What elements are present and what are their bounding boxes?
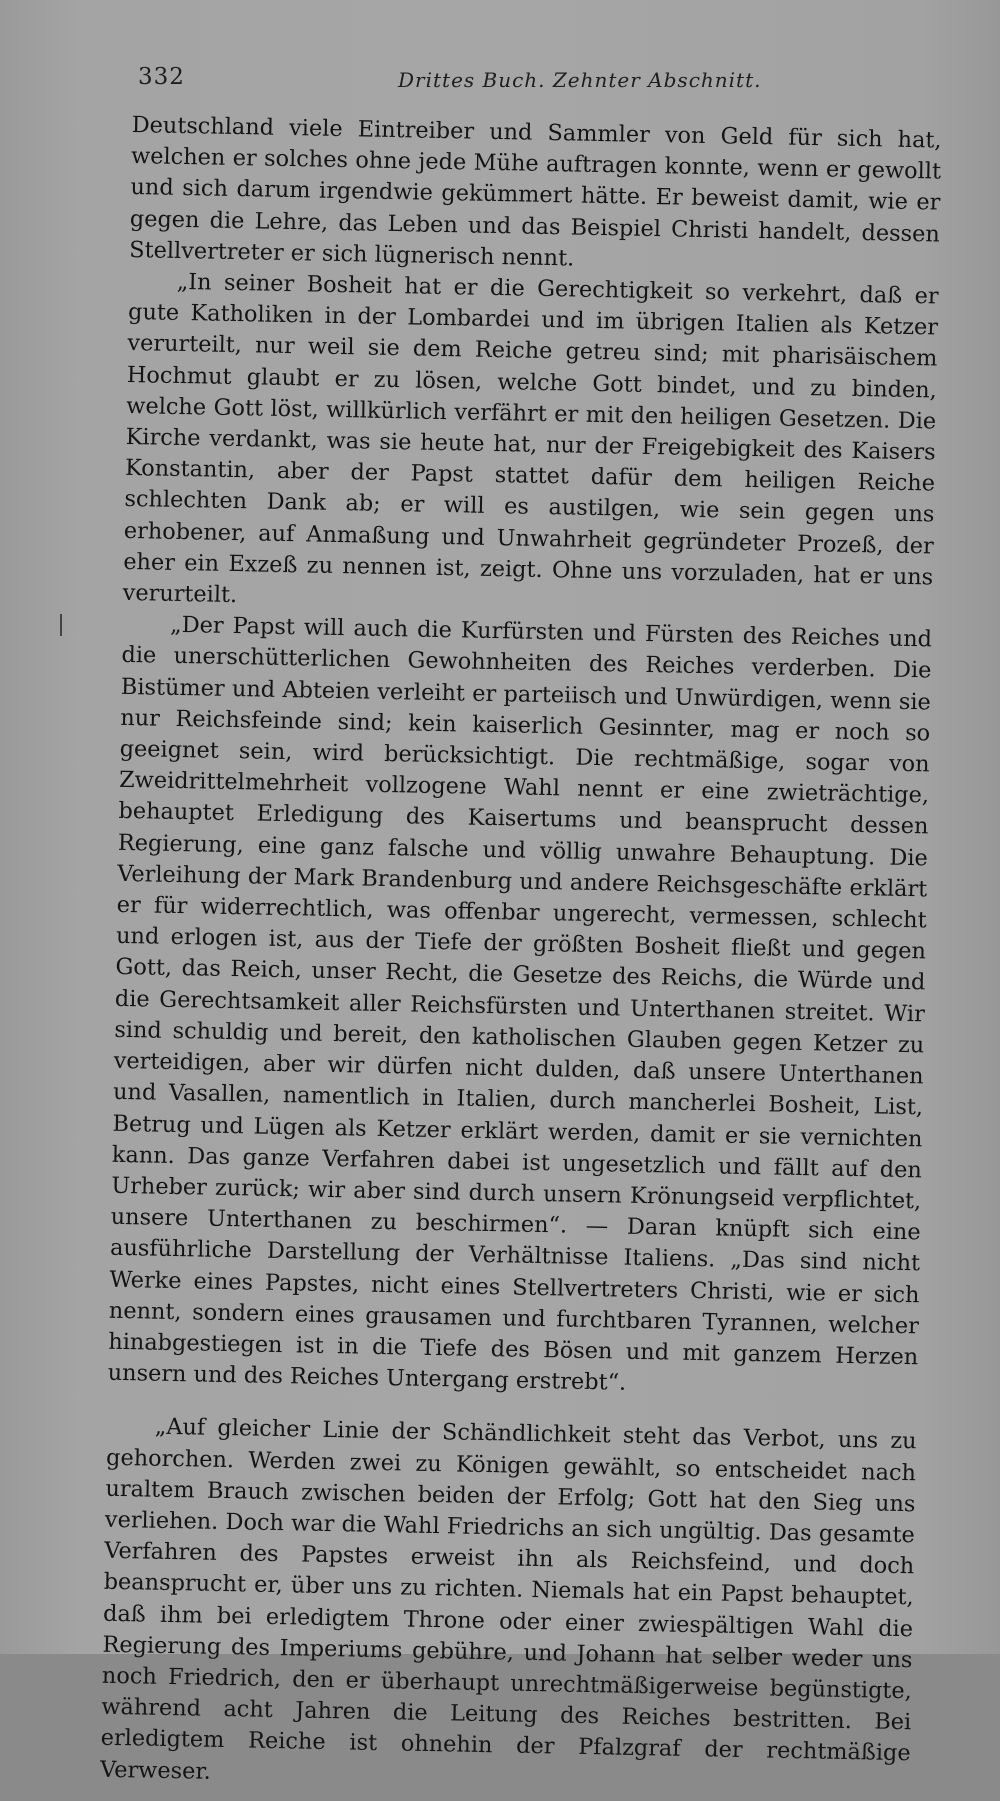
- page-number: 332: [138, 64, 185, 90]
- paragraph-1: Deutschland viele Eintreiber und Sammler von Geld für sich hat, welchen er solches ohne jede Mühe auftragen konnte, wenn er gewollt und sich darum irgendwie gekümmert hätte. Er beweist damit, wie er gegen die Lehre, das Leben und das Beispiel Christi handelt, dessen Stellvertreter er sich lügnerisch nennt.: [129, 111, 942, 272]
- margin-mark: [60, 614, 62, 636]
- body-text: [100, 110, 942, 1801]
- page-header: [138, 64, 930, 100]
- running-head: Drittes Buch. Zehnter Abschnitt.: [398, 68, 762, 92]
- paragraph-2: „In seiner Bosheit hat er die Gerechtigkeit so verkehrt, daß er gute Katholiken in der Lombardei und im übrigen Italien als Ketzer verurteilt, nur weil sie dem Reiche getreu sind; mit pharisäischem Hochmut glaubt er zu lösen, welche Gott bindet, und zu binden, welche Gott löst, willkürlich verfährt er mit den heiligen Gesetzen. Die Kirche verdankt, was sie heute hat, nur der Freigebigkeit des Kaisers Konstantin, aber der Papst stattet dafür dem heiligen Reiche schlechten Dank ab; er will es austilgen, wie sein gegen uns erhobener, auf Anmaßung und Unwahrheit gegründeter Prozeß, der eher ein Exzeß zu nennen ist, zeigt. Ohne uns vorzuladen, hat er uns verurteilt.: [122, 268, 939, 609]
- paragraph-3: „Der Papst will auch die Kurfürsten und Fürsten des Reiches und die unerschütterlichen Gewohnheiten des Reiches verderben. Die Bistümer und Abteien verleiht er parteiisch und Unwürdigen, wenn sie nur Reichsfeinde sind; kein kaiserlich Gesinnter, mag er noch so geeignet sein, wird berücksichtigt. Die rechtmäßige, sogar von Zweidrittelmehrheit vollzogene Wahl nennt er eine zwieträchtige, behauptet Erledigung des Kaisertums und beansprucht dessen Regierung, eine ganz falsche und völlig unwahre Behauptung. Die Verleihung der Mark Brandenburg und andere Reichsgeschäfte erklärt er für widerrechtlich, was offenbar ungerecht, vermessen, schlecht und erlogen ist, aus der Tiefe der größten Bosheit fließt und gegen Gott, das Reich, unser Recht, die Gesetze des Reichs, die Würde und die Gerechtsamkeit aller Reichsfürsten und Unterthanen streitet. Wir sind schuldig und bereit, den katholischen Glauben gegen Ketzer zu verteidigen, aber wir dürfen nicht dulden, daß unsere Unterthanen und Vasallen, namentlich in Italien, durch mancherlei Bosheit, List, Betrug und Lügen als Ketzer erklärt werden, damit er sie vernichten kann. Das ganze Verfahren dabei ist ungesetzlich und fällt auf den Urheber zurück; wir aber sind durch unsern Krönungseid verpflichtet, unsere Unterthanen zu beschirmen“. — Daran knüpft sich eine ausführliche Darstellung der Verhältnisse Italiens. „Das sind nicht Werke eines Papstes, nicht eines Stellvertreters Christi, wie er sich nennt, sondern eines grausamen und furchtbaren Tyrannen, welcher hinabgestiegen ist in die Tiefe des Bösen und mit ganzem Herzen unsern und des Reiches Untergang erstrebt“.: [107, 612, 933, 1396]
- paragraph-4: „Auf gleicher Linie der Schändlichkeit steht das Verbot, uns zu gehorchen. Werden zwei zu Königen gewählt, so entscheidet nach uraltem Brauch zwischen beiden der Erfolg; Gott hat den Sieg uns verliehen. Doch war die Wahl Friedrichs an sich ungültig. Das gesamte Verfahren des Papstes erweist ihn als Reichsfeind, und doch beansprucht er, über uns zu richten. Niemals hat ein Papst behauptet, daß ihm bei erledigtem Throne oder einer zwiespältigen Wahl die Regierung des Imperiums gebühre, und Johann hat selber weder uns noch Friedrich, den er überhaupt unrechtmäßigerweise begünstigte, während acht Jahren die Leitung des Reiches bestritten. Bei erledigtem Reiche ist ohnehin der Pfalzgraf der rechtmäßige Verweser.: [99, 1414, 917, 1785]
